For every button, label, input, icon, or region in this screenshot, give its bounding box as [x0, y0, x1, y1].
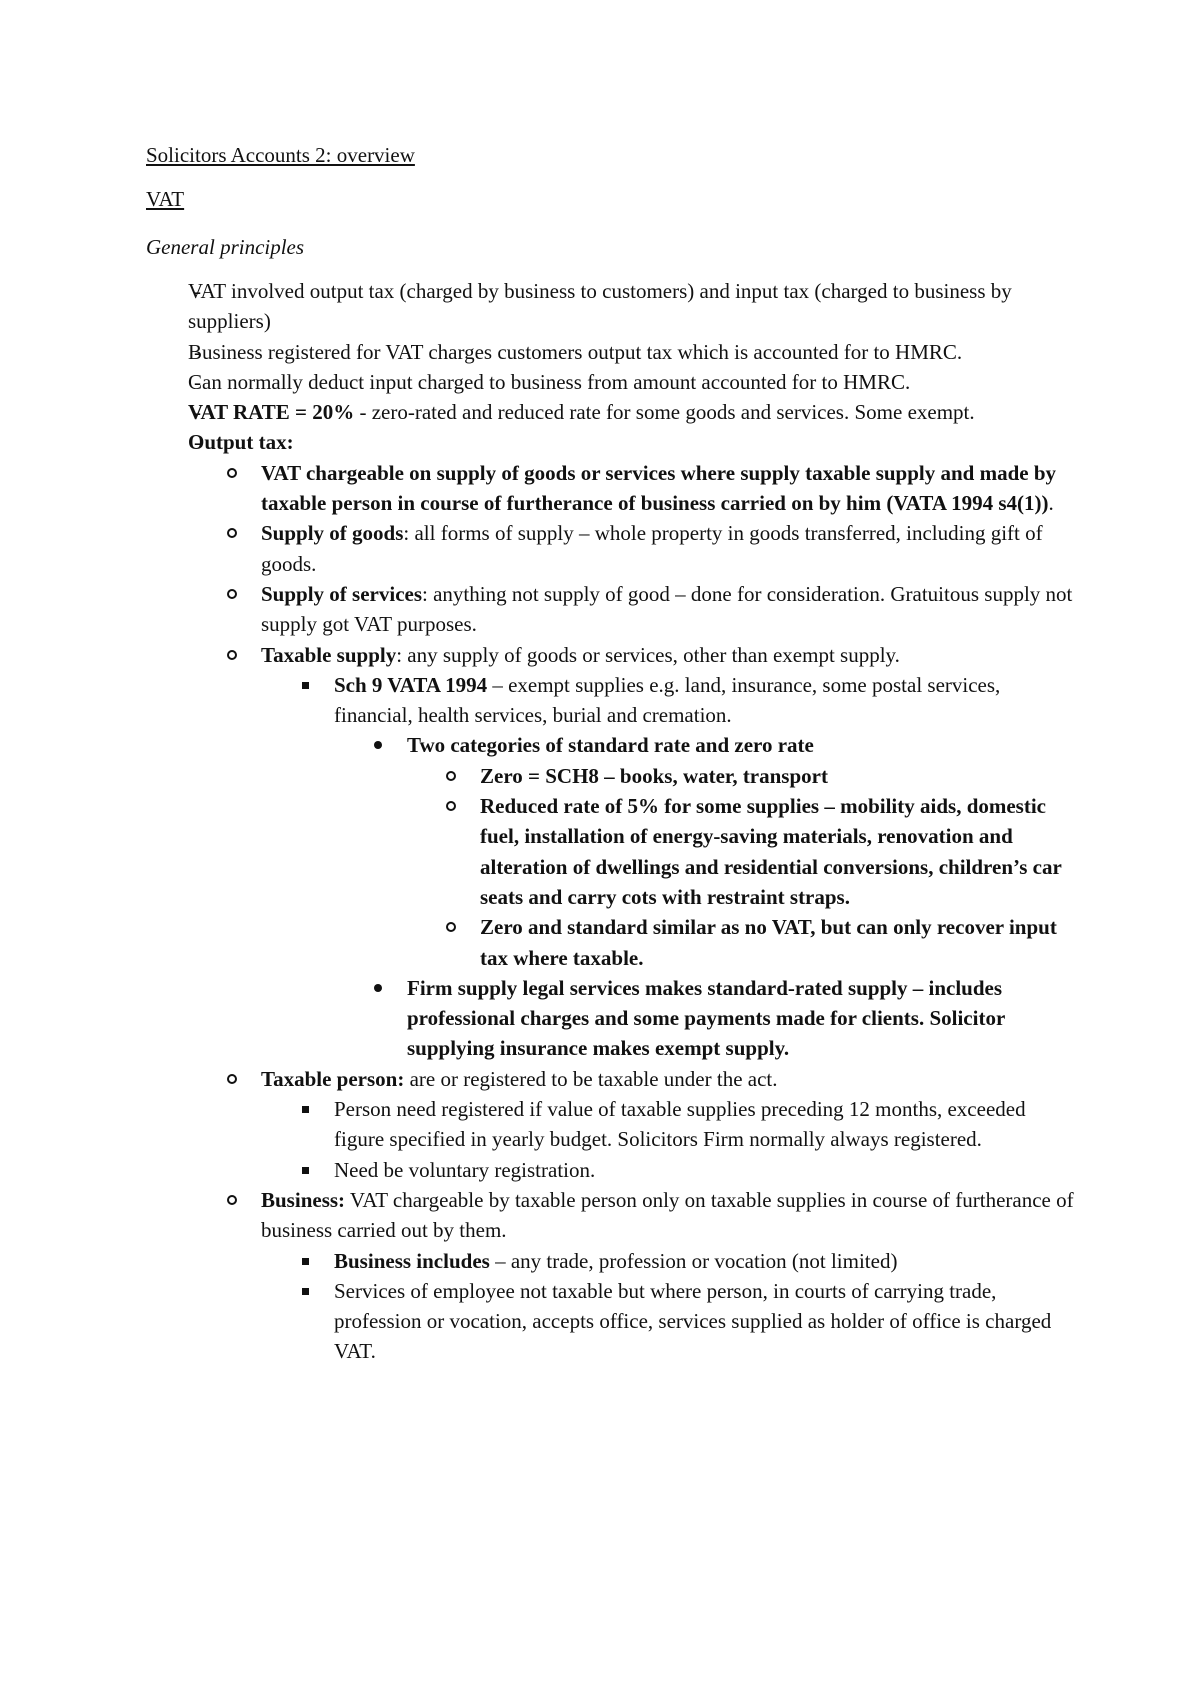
list-item: Services of employee not taxable but where person, in courts of carrying trade, profession or vocation, accepts office, services supplied as holder of office is charged VAT.	[334, 1276, 1076, 1367]
list-item: Sch 9 VATA 1994 – exempt supplies e.g. land, insurance, some postal services, financial, health services, burial and cremation. Two categories of standard rate and zero rate Zero = SCH8 – books, water, transport Reduced rate of 5% for some supplies – mobility aids, domestic fuel, installation of energy-saving materials, renovation and alteration of dwellings and residential conversions, children’s car seats and carry cots with restraint straps. Zero and standard similar as no VAT, but can only recover input tax where taxable. Firm supply legal services makes standard-rated supply – includes professional charges and some payments made for clients. Solicitor supplying insurance makes exempt supply.	[334, 670, 1076, 1064]
list-item: Reduced rate of 5% for some supplies – mobility aids, domestic fuel, installation of energy-saving materials, renovation and alteration of dwellings and residential conversions, children’s car seats and carry cots with restraint straps.	[480, 791, 1076, 912]
list-item: Supply of goods: all forms of supply – whole property in goods transferred, including gift of goods.	[261, 518, 1076, 579]
list-item: Zero = SCH8 – books, water, transport	[480, 761, 1076, 791]
section-heading: VAT	[146, 187, 185, 211]
list-item: Taxable supply: any supply of goods or services, other than exempt supply. Sch 9 VATA 1994 – exempt supplies e.g. land, insurance, some postal services, financial, health services, burial and cremation. Two categories of standard rate and zero rate Zero = SCH8 – books, water, transport Reduced rate of 5% for some supplies – mobility aids, domestic fuel, installation of energy-saving materials, renovation and alteration of dwellings and residential conversions, children’s car seats and carry cots with restraint straps. Zero and standard similar as no VAT, but can only recover input tax where taxable. Firm supply legal services makes standard-rated supply – includes professional charges and some payments made for clients. Solicitor supplying insurance makes exempt supply.	[261, 640, 1076, 1064]
bullet-list	[261, 670, 1076, 1064]
list-item: - VAT involved output tax (charged by business to customers) and input tax (charged to business by suppliers)	[188, 276, 1076, 337]
list-item: - Output tax: VAT chargeable on supply of goods or services where supply taxable supply and made by taxable person in course of furtherance of business carried on by him (VATA 1994 s4(1)). Supply of goods: all forms of supply – whole property in goods transferred, including gift of goods. Supply of services: anything not supply of good – done for consideration. Gratuitous supply not supply got VAT purposes. Taxable supply: any supply of goods or services, other than exempt supply. Sch 9 VATA 1994 – exempt supplies e.g. land, insurance, some postal services, financial, health services, burial and cremation. Two categories of standard rate and zero rate Zero = SCH8 – books, water, transport Reduced rate of 5% for some supplies – mobility aids, domestic fuel, installation of energy-saving materials, renovation and alteration of dwellings and residential conversions, children’s car seats and carry cots with restraint straps. Zero and standard similar as no VAT, but can only recover input tax where taxable. Firm supply legal services makes standard-rated supply – includes professional charges and some payments made for clients. Solicitor supplying insurance makes exempt supply. Taxable person: are or registered to be taxable under the act. Person need registered if value of taxable supplies preceding 12 months, exceeded figure specified in yearly budget. Solicitors Firm normally always registered. Need be voluntary registration. Business: VAT chargeable by taxable person only on taxable supplies in course of furtherance of business carried out by them. Business includes – any trade, profession or vocation (not limited) Services of employee not taxable but where person, in courts of carrying trade, profession or vocation, accepts office, services supplied as holder of office is charged VAT.	[188, 427, 1076, 1366]
list-item: Taxable person: are or registered to be taxable under the act. Person need registered if value of taxable supplies preceding 12 months, exceeded figure specified in yearly budget. Solicitors Firm normally always registered. Need be voluntary registration.	[261, 1064, 1076, 1185]
bullet-list	[146, 276, 1076, 1367]
bullet-list	[261, 1246, 1076, 1367]
bullet-list	[188, 458, 1076, 1367]
list-item: - VAT RATE = 20% - zero-rated and reduced rate for some goods and services. Some exempt.	[188, 397, 1076, 427]
list-item: Person need registered if value of taxable supplies preceding 12 months, exceeded figure specified in yearly budget. Solicitors Firm normally always registered.	[334, 1094, 1076, 1155]
list-item: Two categories of standard rate and zero rate Zero = SCH8 – books, water, transport Reduced rate of 5% for some supplies – mobility aids, domestic fuel, installation of energy-saving materials, renovation and alteration of dwellings and residential conversions, children’s car seats and carry cots with restraint straps. Zero and standard similar as no VAT, but can only recover input tax where taxable.	[407, 730, 1076, 972]
list-item: Zero and standard similar as no VAT, but can only recover input tax where taxable.	[480, 912, 1076, 973]
list-item: Firm supply legal services makes standard-rated supply – includes professional charges and some payments made for clients. Solicitor supplying insurance makes exempt supply.	[407, 973, 1076, 1064]
list-item: Supply of services: anything not supply of good – done for consideration. Gratuitous supply not supply got VAT purposes.	[261, 579, 1076, 640]
bullet-list	[334, 730, 1076, 1063]
list-item: - Can normally deduct input charged to business from amount accounted for to HMRC.	[188, 367, 1076, 397]
list-item: Need be voluntary registration.	[334, 1155, 1076, 1185]
list-item: VAT chargeable on supply of goods or services where supply taxable supply and made by taxable person in course of furtherance of business carried on by him (VATA 1994 s4(1)).	[261, 458, 1076, 519]
sub-heading: General principles	[146, 235, 305, 259]
list-item: Business: VAT chargeable by taxable person only on taxable supplies in course of furtherance of business carried out by them. Business includes – any trade, profession or vocation (not limited) Services of employee not taxable but where person, in courts of carrying trade, profession or vocation, accepts office, services supplied as holder of office is charged VAT.	[261, 1185, 1076, 1367]
bullet-list	[407, 761, 1076, 973]
list-item: - Business registered for VAT charges customers output tax which is accounted for to HMRC.	[188, 337, 1076, 367]
list-item: Business includes – any trade, profession or vocation (not limited)	[334, 1246, 1076, 1276]
document-page	[146, 140, 1076, 1367]
page-title: Solicitors Accounts 2: overview	[146, 143, 415, 167]
bullet-list	[261, 1094, 1076, 1185]
